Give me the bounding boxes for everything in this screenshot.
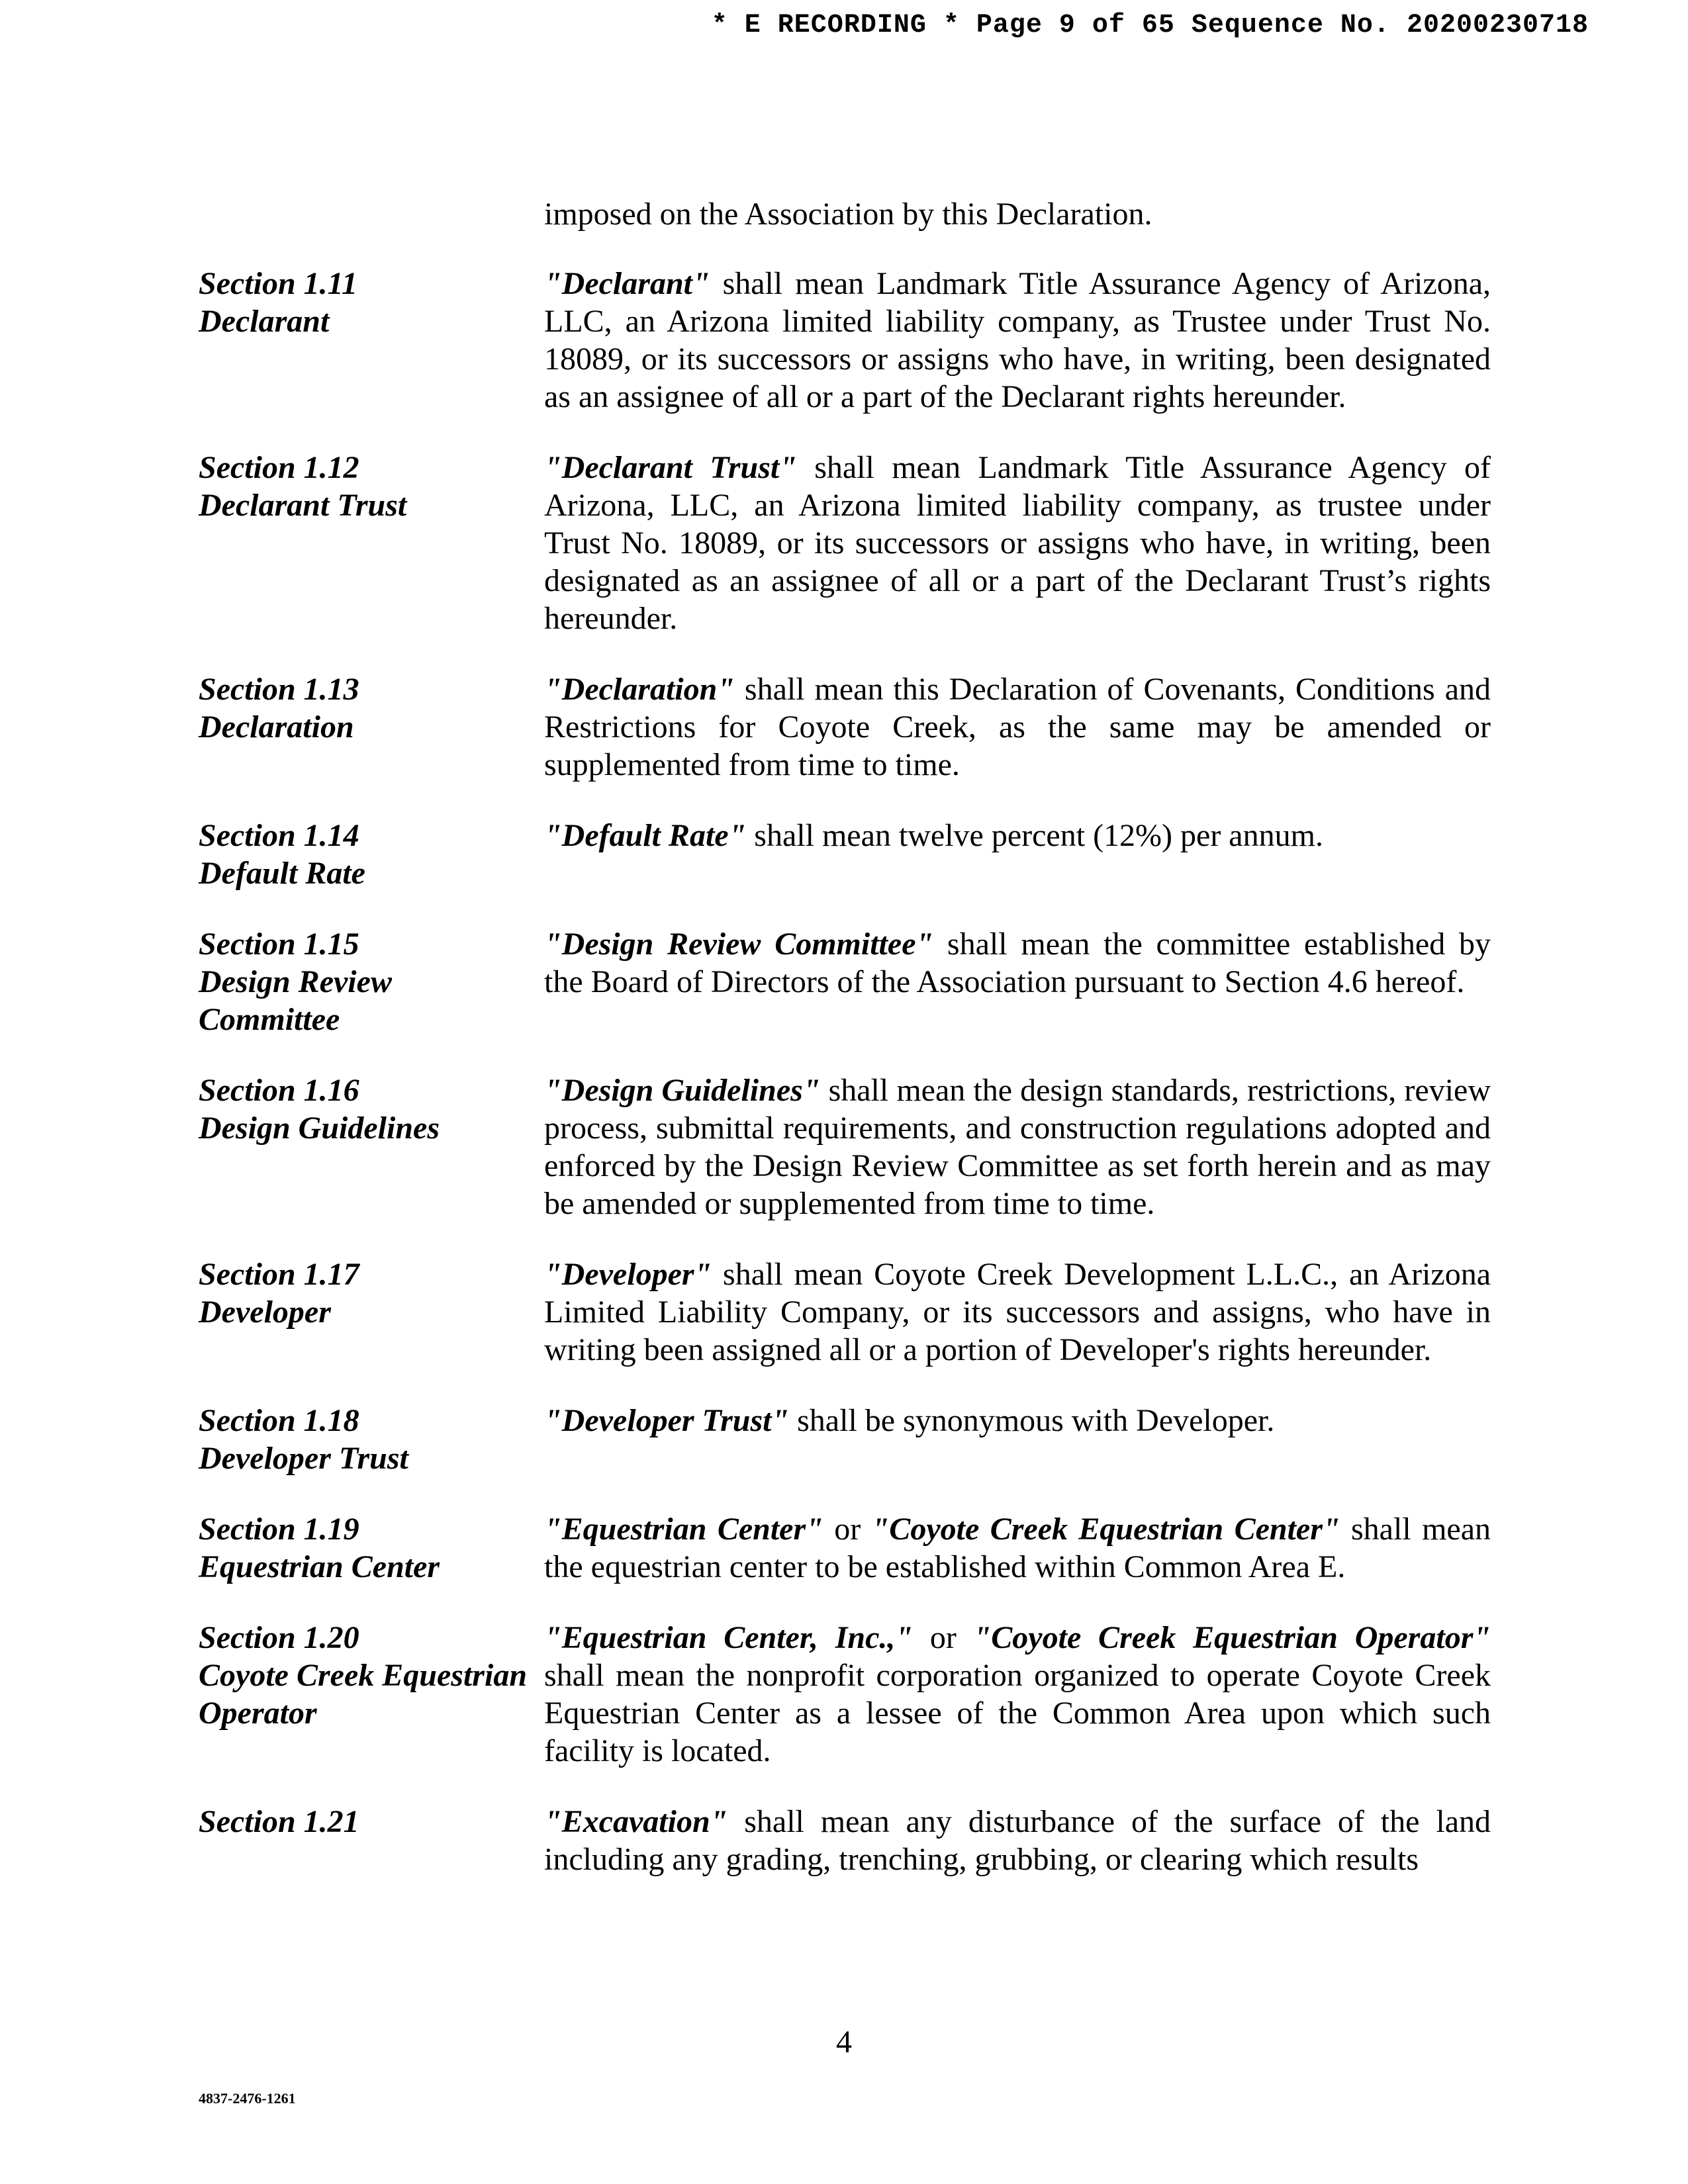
section-title: Default Rate [199,856,365,891]
page-number: 4 [836,2025,852,2060]
section-number: Section 1.13 [199,672,359,707]
section-title: Equestrian Center [199,1549,440,1584]
continuation-text: imposed on the Association by this Declaration. [544,197,1152,232]
defined-term: "Declarant" [544,266,710,301]
section-label [199,1619,544,1770]
section-title: Developer [199,1295,331,1330]
recording-header: * E RECORDING * Page 9 of 65 Sequence No. 20200230718 [711,11,1589,40]
section-body [544,1619,1491,1770]
section-body [544,817,1491,892]
definition-text: shall mean any disturbance of the surface of the land including any grading, trenching, grubbing, or clearing which results [544,1804,1491,1877]
definition-section [199,925,1491,1038]
section-label [199,1803,544,1878]
section-body [544,1071,1491,1222]
defined-term: "Equestrian Center" [544,1512,823,1547]
section-title: Coyote Creek Equestrian [199,1658,528,1693]
section-number: Section 1.16 [199,1073,359,1108]
definition-text: shall mean Coyote Creek Development L.L.C., an Arizona Limited Liability Company, or its successors and assigns, who have in writing been assigned all or a portion of Developer's rights hereunder. [544,1257,1491,1367]
definition-text: shall mean the design standards, restrictions, review process, submittal requirements, and construction regulations adopted and enforced by the Design Review Committee as set forth herein and as may be amended or supplemented from time to time. [544,1073,1491,1221]
section-label [199,265,544,416]
defined-term: "Declaration" [544,672,735,707]
section-body [544,1255,1491,1369]
section-number: Section 1.20 [199,1620,359,1655]
section-label [199,449,544,637]
section-title: Declaration [199,709,354,745]
section-title: Design Guidelines [199,1111,440,1146]
section-body [544,1803,1491,1878]
definition-section [199,1071,1491,1222]
definition-section [199,1255,1491,1369]
definition-section [199,265,1491,416]
section-number: Section 1.15 [199,927,359,962]
defined-term: "Developer" [544,1257,712,1292]
definition-section [199,449,1491,637]
definition-section [199,1402,1491,1477]
section-number: Section 1.21 [199,1804,359,1839]
section-title: Declarant [199,304,330,339]
definition-text: shall mean the nonprofit corporation organized to operate Coyote Creek Equestrian Center as a lessee of the Common Area upon which such facility is located. [544,1658,1491,1768]
section-number: Section 1.14 [199,818,359,853]
section-number: Section 1.19 [199,1512,359,1547]
section-body [544,925,1491,1038]
section-label [199,817,544,892]
definitions-list [199,265,1491,1911]
defined-term: "Design Guidelines" [544,1073,821,1108]
definition-section [199,817,1491,892]
definition-text: shall mean twelve percent (12%) per annum. [746,818,1323,853]
section-title: Design Review [199,964,392,999]
definition-text: or [823,1512,872,1547]
definition-section [199,1619,1491,1770]
definition-text: shall be synonymous with Developer. [789,1403,1275,1438]
definition-text: or [913,1620,974,1655]
defined-term: "Design Review Committee" [544,927,934,962]
section-body [544,1510,1491,1586]
section-body [544,265,1491,416]
section-title: Operator [199,1696,317,1731]
section-body [544,670,1491,784]
section-label [199,1402,544,1477]
defined-term: "Default Rate" [544,818,747,853]
section-title: Committee [199,1002,340,1037]
section-label [199,670,544,784]
definition-section [199,1803,1491,1878]
section-label [199,1071,544,1222]
section-label [199,1510,544,1586]
section-body [544,449,1491,637]
section-number: Section 1.12 [199,450,359,485]
section-number: Section 1.11 [199,266,358,301]
section-body [544,1402,1491,1477]
definition-section [199,1510,1491,1586]
section-number: Section 1.18 [199,1403,359,1438]
defined-term: "Excavation" [544,1804,728,1839]
defined-term: "Equestrian Center, Inc.," [544,1620,914,1655]
section-number: Section 1.17 [199,1257,359,1292]
definition-text: shall mean the equestrian center to be established within Common Area E. [544,1512,1491,1584]
definition-text: shall mean this Declaration of Covenants, Conditions and Restrictions for Coyote Creek, as the same may be amended or supplemented from time to time. [544,672,1491,782]
definition-text: shall mean Landmark Title Assurance Agency of Arizona, LLC, an Arizona limited liability company, as trustee under Trust No. 18089, or its successors or assigns who have, in writing, been designated as an assignee of all or a part of the Declarant Trust’s rights hereunder. [544,450,1491,636]
defined-term: "Developer Trust" [544,1403,790,1438]
document-id: 4837-2476-1261 [199,2090,296,2107]
definition-section [199,670,1491,784]
definition-text: shall mean the committee established by the Board of Directors of the Association pursuant to Section 4.6 hereof. [544,927,1491,999]
section-title: Declarant Trust [199,488,407,523]
section-label [199,925,544,1038]
defined-term: "Coyote Creek Equestrian Operator" [973,1620,1491,1655]
section-label [199,1255,544,1369]
section-title: Developer Trust [199,1441,408,1476]
definition-text: shall mean Landmark Title Assurance Agency of Arizona, LLC, an Arizona limited liability company, as Trustee under Trust No. 18089, or its successors or assigns who have, in writing, been designated as an assignee of all or a part of the Declarant rights hereunder. [544,266,1491,414]
defined-term: "Declarant Trust" [544,450,797,485]
defined-term: "Coyote Creek Equestrian Center" [871,1512,1340,1547]
